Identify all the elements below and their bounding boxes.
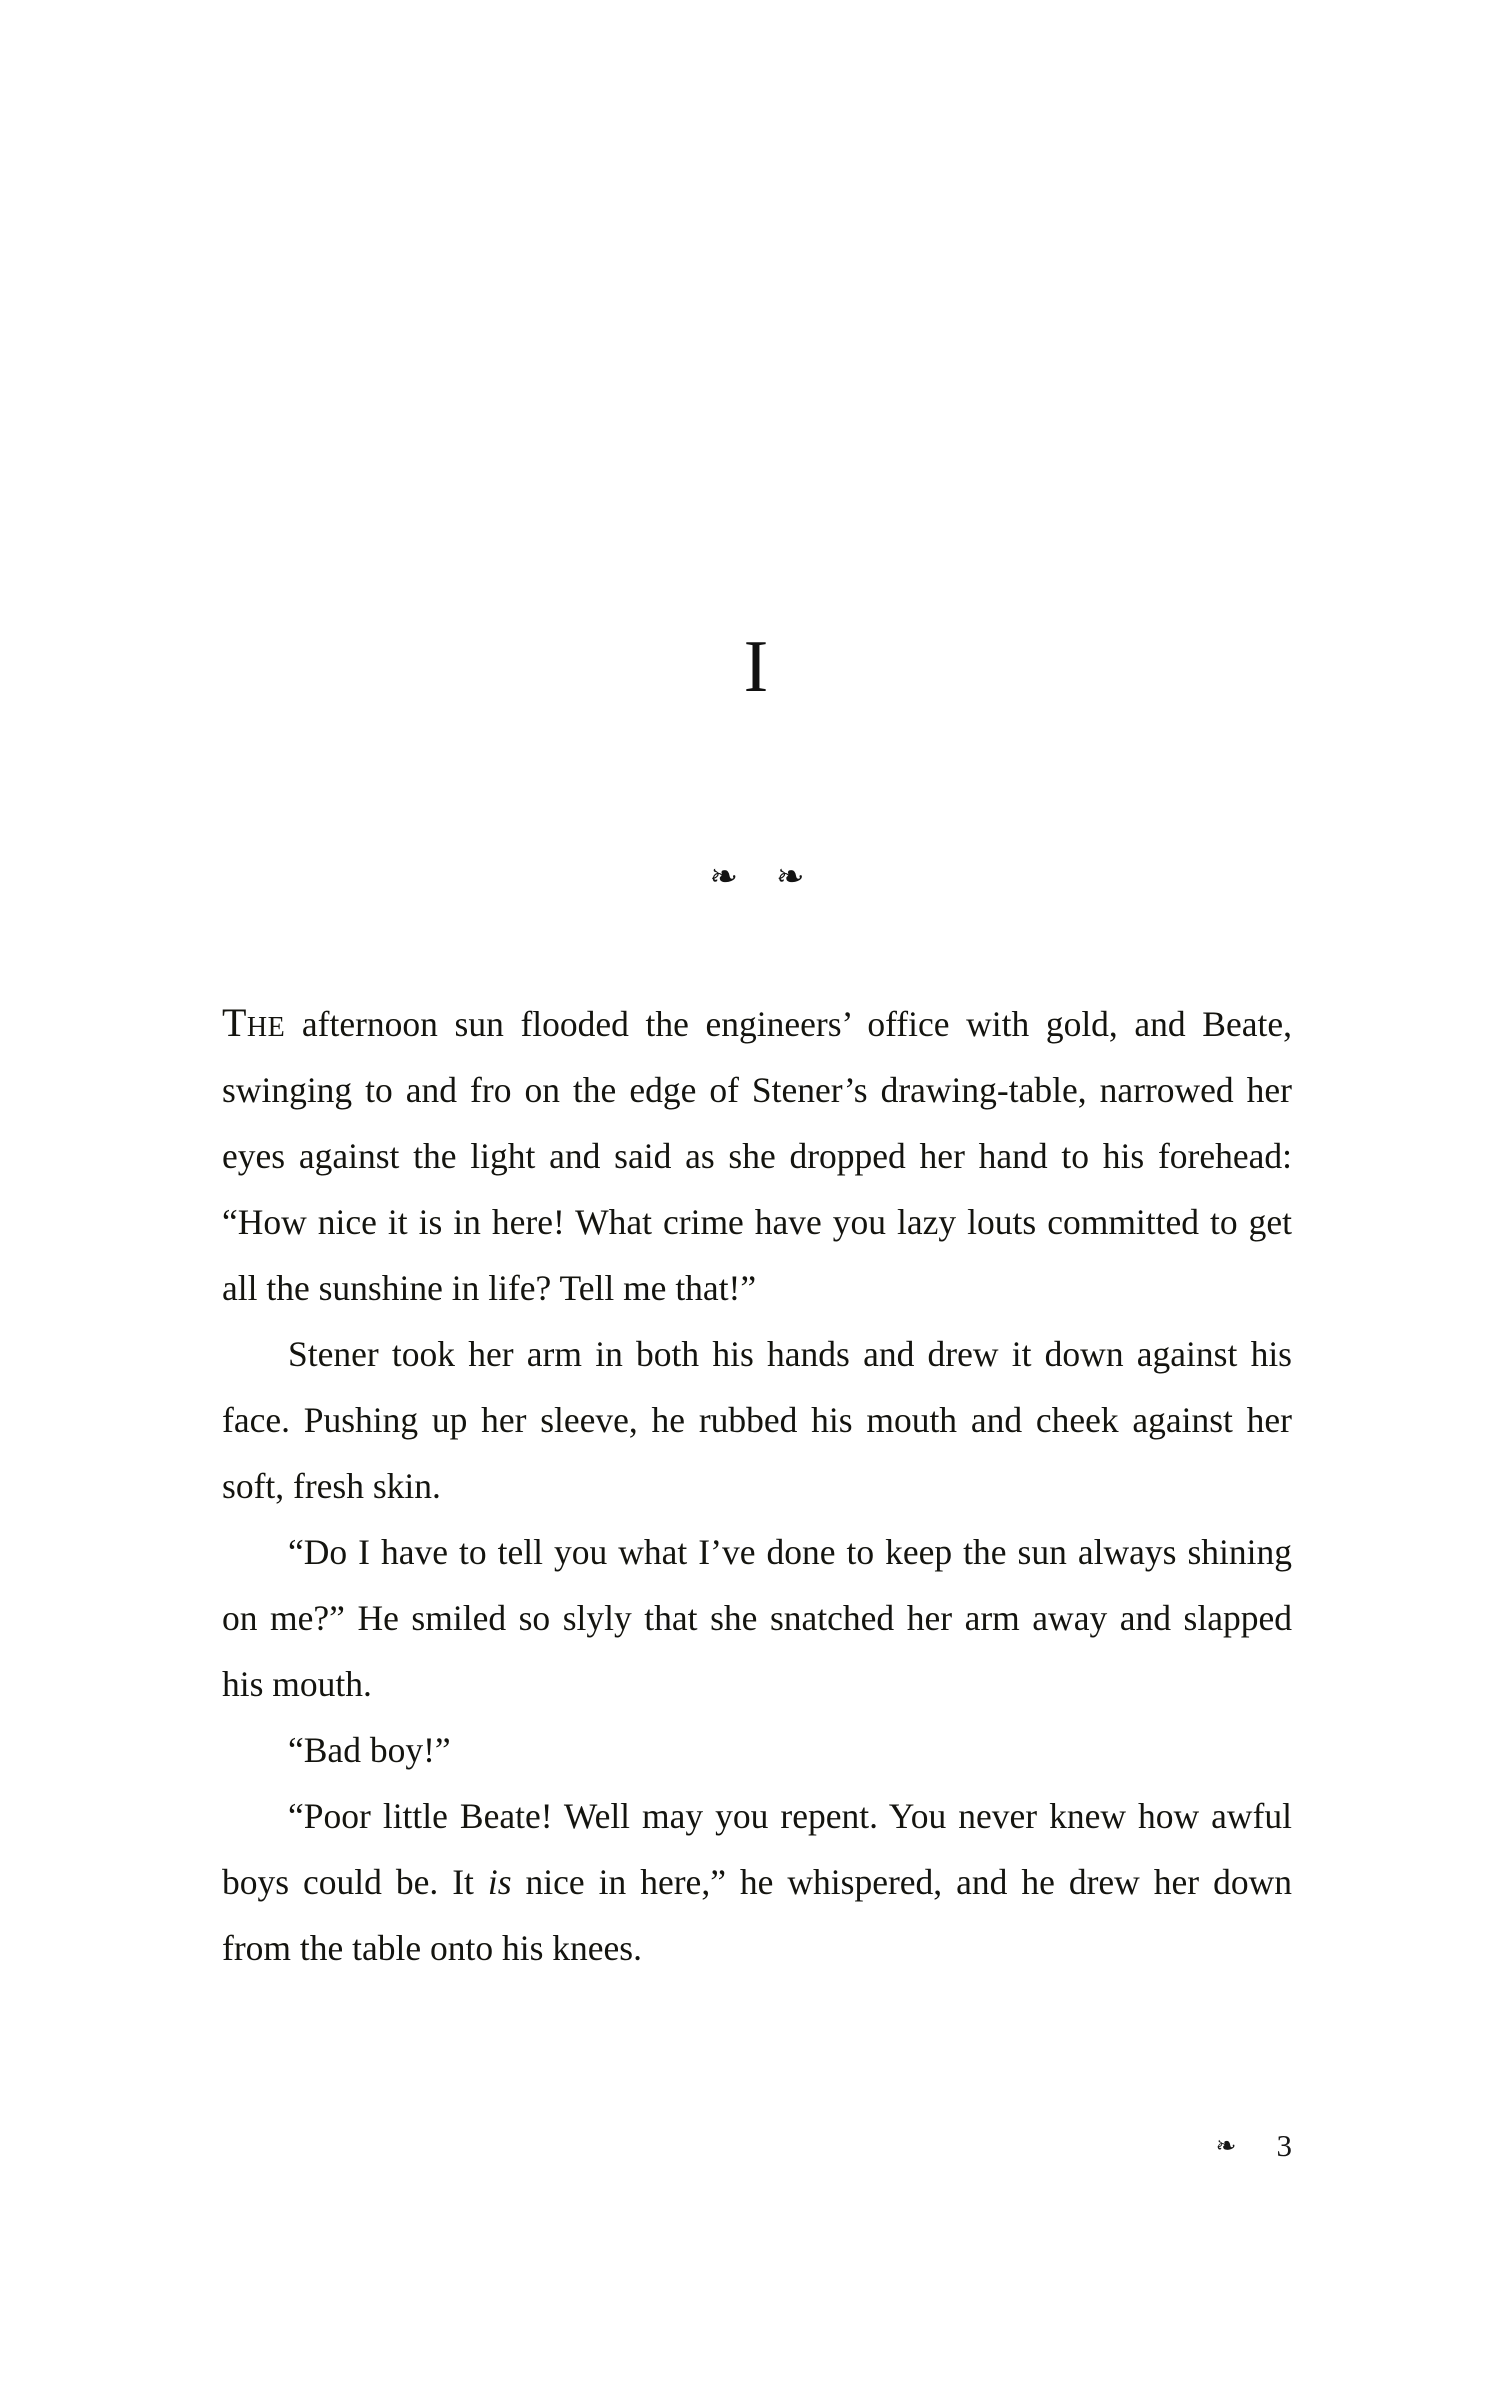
- paragraph-text: afternoon sun flooded the engineers’ office with gold, and Beate, swinging to and fro on the edge of Stener’s drawing-table, narrowed her eyes against the light and said as she dropped her hand to his forehead: “How nice it is in here! What crime have you lazy louts committed to get all the sunshine in life? Tell me that!”: [222, 1004, 1292, 1308]
- paragraph-text: “Poor little Beate! Well may you repent. You never knew how awful boys could be. It: [222, 1796, 1292, 1902]
- drop-smallcaps: The: [222, 1000, 286, 1045]
- paragraph: [222, 1783, 1292, 1981]
- emphasis-text: is: [487, 1862, 512, 1902]
- paragraph: [222, 1717, 1292, 1783]
- page-number: 3: [1276, 2128, 1292, 2163]
- body-copy: [222, 990, 1292, 1981]
- paragraph-text: Stener took her arm in both his hands and drew it down against his face. Pushing up her sleeve, he rubbed his mouth and cheek against her soft, fresh skin.: [222, 1334, 1292, 1506]
- page-footer: [222, 2130, 1292, 2161]
- paragraph: [222, 990, 1292, 1321]
- ornament-divider: [222, 857, 1292, 897]
- paragraph: [222, 1519, 1292, 1717]
- paragraph: [222, 1321, 1292, 1519]
- paragraph-text: “Bad boy!”: [288, 1730, 451, 1770]
- ornament-icon: ❧: [776, 857, 843, 897]
- chapter-number: I: [743, 626, 771, 708]
- paragraph-text: “Do I have to tell you what I’ve done to keep the sun always shining on me?” He smiled so slyly that she snatched her arm away and slapped his mouth.: [222, 1532, 1292, 1704]
- ornament-icon: ❧: [1215, 2131, 1237, 2160]
- ornament-icon: ❧: [709, 857, 776, 897]
- paragraph-text: nice in here,” he whispered, and he drew her down from the table onto his knees.: [222, 1862, 1292, 1968]
